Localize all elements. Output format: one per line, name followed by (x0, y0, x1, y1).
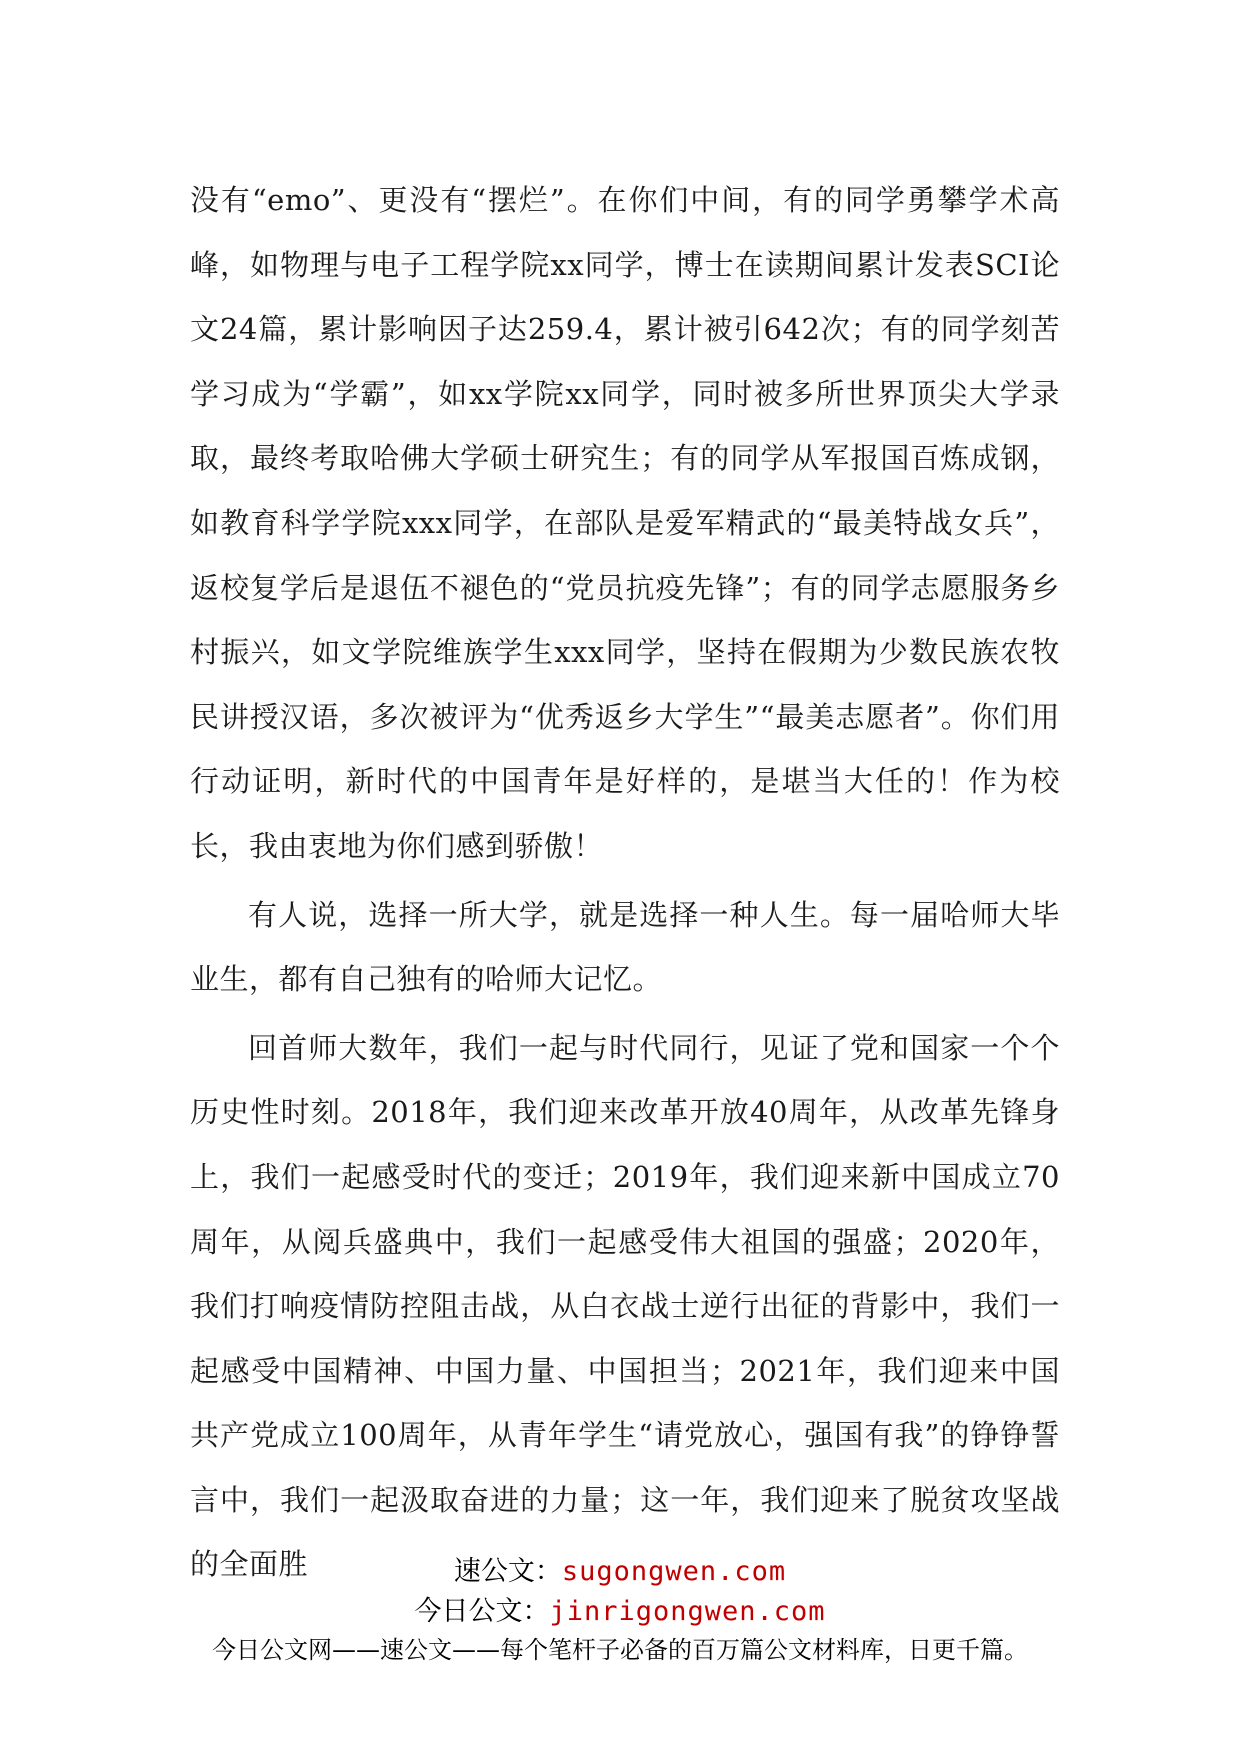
footer-jinrigongwen-label: 今日公文： (414, 1596, 550, 1627)
paragraph-historic-moments: 回首师大数年，我们一起与时代同行，见证了党和国家一个个历史性时刻。2018年，我们迎来改革开放40周年，从改革先锋身上，我们一起感受时代的变迁；2019年，我们迎来新中国成立70周年，从阅兵盛典中，我们一起感受伟大祖国的强盛；2020年，我们打响疫情防控阻击战，从白衣战士逆行出征的背影中，我们一起感受中国精神、中国力量、中国担当；2021年，我们迎来中国共产党成立100周年，从青年学生“请党放心，强国有我”的铮铮誓言中，我们一起汲取奋进的力量；这一年，我们迎来了脱贫攻坚战的全面胜 (190, 1030, 1060, 1582)
document-body (190, 168, 1060, 1597)
paragraph-achievements: 没有“emo”、更没有“摆烂”。在你们中间，有的同学勇攀学术高峰，如物理与电子工程学院xx同学，博士在读期间累计发表SCI论文24篇，累计影响因子达259.4，累计被引642次；有的同学刻苦学习成为“学霸”，如xx学院xx同学，同时被多所世界顶尖大学录取，最终考取哈佛大学硕士研究生；有的同学从军报国百炼成钢，如教育科学学院xxx同学，在部队是爱军精武的“最美特战女兵”，返校复学后是退伍不褪色的“党员抗疫先锋”；有的同学志愿服务乡村振兴，如文学院维族学生xxx同学，坚持在假期为少数民族农牧民讲授汉语，多次被评为“优秀返乡大学生”“最美志愿者”。你们用行动证明，新时代的中国青年是好样的，是堪当大任的！作为校长，我由衷地为你们感到骄傲！ (190, 183, 1060, 863)
footer-jinrigongwen (0, 1594, 1240, 1630)
paragraph-university-memory: 有人说，选择一所大学，就是选择一种人生。每一届哈师大毕业生，都有自己独有的哈师大记忆。 (190, 897, 1060, 997)
footer-sugongwen-link[interactable]: sugongwen.com (561, 1556, 787, 1587)
footer-slogan: 今日公文网——速公文——每个笔杆子必备的百万篇公文材料库，日更千篇。 (212, 1636, 1028, 1664)
footer-sugongwen-label: 速公文： (453, 1556, 562, 1587)
footer-sugongwen (0, 1554, 1240, 1590)
footer-jinrigongwen-link[interactable]: jinrigongwen.com (549, 1596, 826, 1627)
